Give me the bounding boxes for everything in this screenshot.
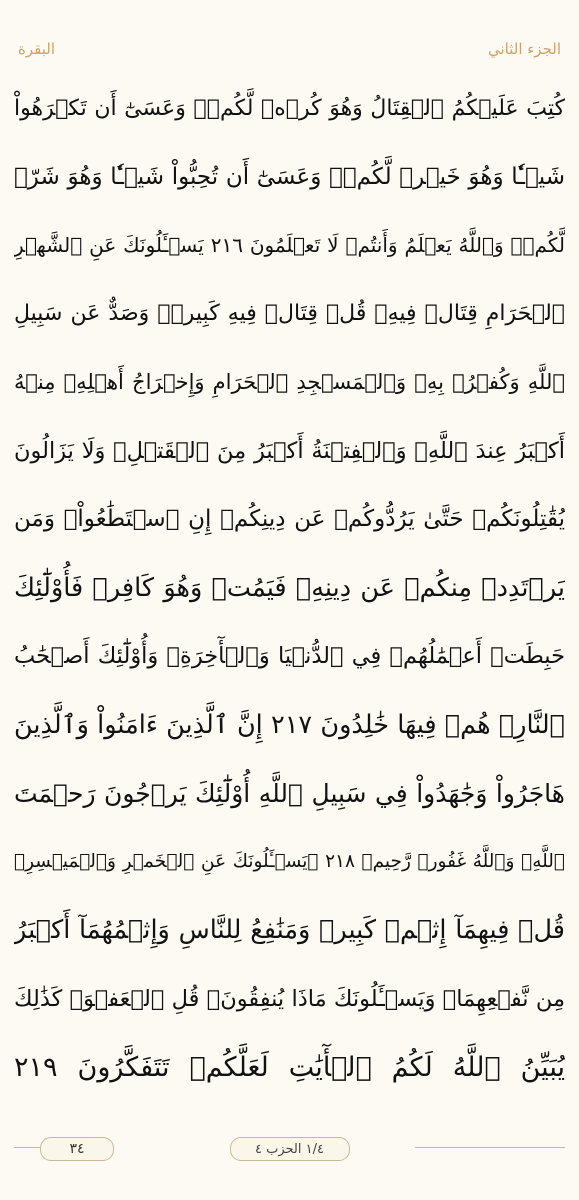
juz-label: الجزء الثاني — [487, 40, 561, 58]
text-line: يُقَٰتِلُونَكُمۡ حَتَّىٰ يَرُدُّوكُمۡ عَن دِينِكُمۡ إِنِ ٱسۡتَطَٰعُواْۚ وَمَن — [14, 506, 565, 533]
quran-page-text — [14, 74, 565, 1102]
text-line: يَرۡتَدِدۡ مِنكُمۡ عَن دِينِهِۦ فَيَمُتۡ وَهُوَ كَافِرٞ فَأُوْلَٰٓئِكَ — [14, 572, 565, 603]
hizb-label: ١/٤ الحزب ٤ — [255, 1141, 324, 1157]
text-line: شَيۡـٔٗا وَهُوَ خَيۡرٞ لَّكُمۡۖ وَعَسَىٰٓ أَن تُحِبُّواْ شَيۡـٔٗا وَهُوَ شَرّٞ — [14, 163, 565, 190]
text-line: ٱلۡحَرَامِ قِتَالٖ فِيهِۖ قُلۡ قِتَالٞ فِيهِ كَبِيرٞۚ وَصَدٌّ عَن سَبِيلِ — [14, 301, 565, 327]
text-line: حَبِطَتۡ أَعۡمَٰلُهُمۡ فِي ٱلدُّنۡيَا وَٱلۡأٓخِرَةِۖ وَأُوْلَٰٓئِكَ أَصۡحَٰبُ — [14, 643, 565, 670]
footer-divider-left — [14, 1147, 40, 1148]
hizb-indicator — [230, 1137, 350, 1161]
surah-label: البقرة — [18, 40, 55, 58]
text-line: قُلۡ فِيهِمَآ إِثۡمٞ كَبِيرٞ وَمَنَٰفِعُ لِلنَّاسِ وَإِثۡمُهُمَآ أَكۡبَرُ — [14, 915, 565, 946]
footer-divider-right — [415, 1147, 565, 1148]
text-line: أَكۡبَرُ عِندَ ٱللَّهِۚ وَٱلۡفِتۡنَةُ أَكۡبَرُ مِنَ ٱلۡقَتۡلِۗ وَلَا يَزَالُونَ — [14, 437, 565, 464]
text-line: ٱلنَّارِۖ هُمۡ فِيهَا خَٰلِدُونَ ٢١٧ إِنَّ ٱلَّذِينَ ءَامَنُواْ وَٱلَّذِينَ — [14, 710, 565, 741]
text-line: يُبَيِّنُ ٱللَّهُ لَكُمُ ٱلۡأٓيَٰتِ لَعَلَّكُمۡ تَتَفَكَّرُونَ ٢١٩ — [14, 1051, 565, 1083]
text-line: هَاجَرُواْ وَجَٰهَدُواْ فِي سَبِيلِ ٱللَّهِ أُوْلَٰٓئِكَ يَرۡجُونَ رَحۡمَتَ — [14, 778, 565, 808]
text-line: كُتِبَ عَلَيۡكُمُ ٱلۡقِتَالُ وَهُوَ كُرۡهٞ لَّكُمۡۖ وَعَسَىٰٓ أَن تَكۡرَهُواْ — [14, 95, 565, 121]
page-footer — [14, 1131, 565, 1161]
page-number: ٣٤ — [69, 1141, 85, 1157]
text-line: مِن نَّفۡعِهِمَاۗ وَيَسۡـَٔلُونَكَ مَاذَا يُنفِقُونَۖ قُلِ ٱلۡعَفۡوَۗ كَذَٰلِكَ — [14, 985, 565, 1012]
text-line: لَّكُمۡۚ وَٱللَّهُ يَعۡلَمُ وَأَنتُمۡ لَا تَعۡلَمُونَ ٢١٦ يَسۡـَٔلُونَكَ عَنِ ٱلشَّهۡرِ — [14, 233, 565, 258]
page-header — [18, 36, 561, 62]
page-number-badge — [40, 1137, 114, 1161]
text-line: ٱللَّهِۚ وَٱللَّهُ غَفُورٞ رَّحِيمٞ ٢١٨ ۞يَسۡـَٔلُونَكَ عَنِ ٱلۡخَمۡرِ وَٱلۡمَيۡسِرِۖ — [14, 851, 565, 873]
text-line: ٱللَّهِ وَكُفۡرُۢ بِهِۦ وَٱلۡمَسۡجِدِ ٱلۡحَرَامِ وَإِخۡرَاجُ أَهۡلِهِۦ مِنۡهُ — [14, 370, 565, 395]
